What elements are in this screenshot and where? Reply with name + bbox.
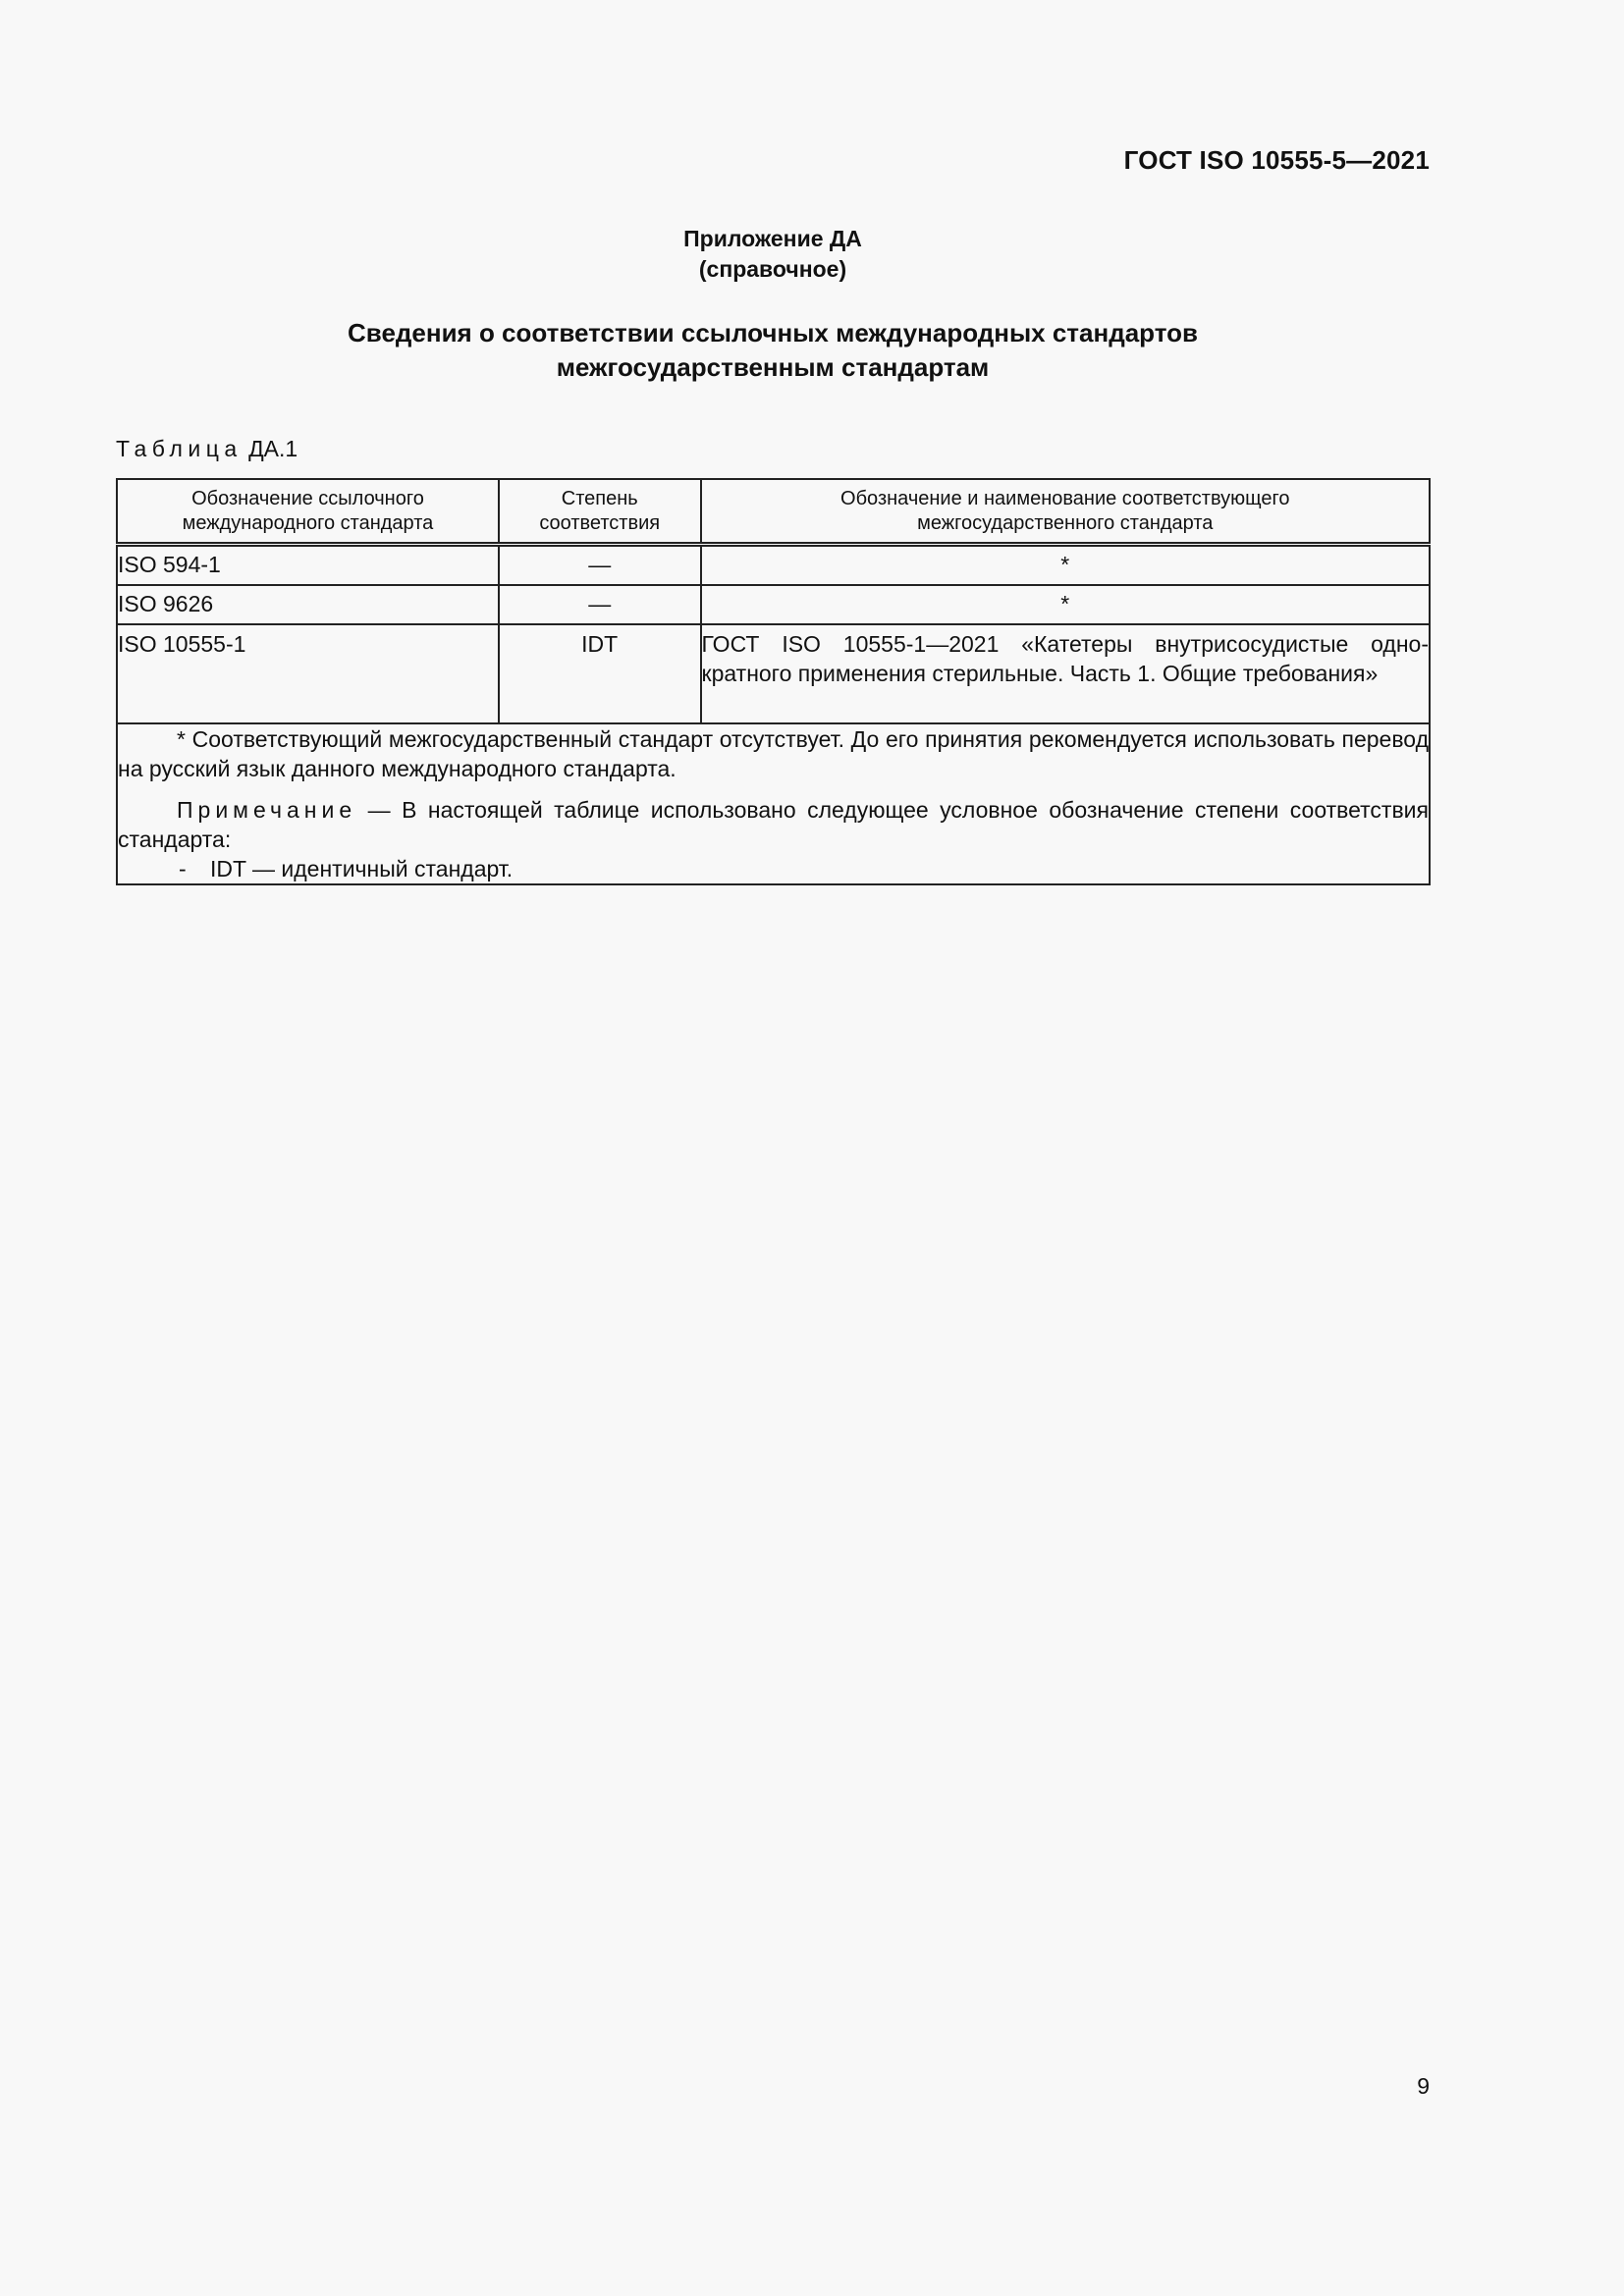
table-footnote: * Соответствующий межгосударственный стандарт отсутствует. До его принятия рекомендуется использовать перевод на русский язык данного международного стандарта. (118, 726, 1429, 781)
header-ref-standard-line2: международного стандарта (182, 511, 434, 534)
table-note (118, 795, 1429, 854)
annex-title-line2: межгосударственным стандартам (556, 352, 990, 382)
annex-title-line1: Сведения о соответствии ссылочных международных стандартов (348, 318, 1198, 347)
header-ref-standard-line1: Обозначение ссылочного (191, 487, 424, 509)
table-row (117, 545, 1430, 586)
cell-national-standard: ГОСТ ISO 10555-1—2021 «Катетеры внутрисосудистые однократного применения стерильные. Часть 1. Общие требования» (701, 624, 1430, 723)
cell-national-standard: * (701, 545, 1430, 586)
cell-ref-standard: ISO 9626 (117, 585, 499, 624)
header-national-standard (701, 479, 1430, 545)
header-degree-line2: соответствия (539, 511, 661, 534)
header-ref-standard (117, 479, 499, 545)
annex-heading (0, 224, 1545, 285)
table-caption (116, 436, 298, 462)
cell-degree: — (499, 585, 701, 624)
annex-name: Приложение ДА (683, 226, 862, 251)
table-caption-word: Таблица (116, 436, 243, 461)
note-text: — В настоящей таблице использовано следующее условное обозначение степени соответствия стандарта: (118, 797, 1429, 852)
note-list-item (177, 854, 1429, 883)
annex-title (0, 316, 1545, 385)
table-row (117, 585, 1430, 624)
table-notes-row (117, 723, 1430, 884)
header-degree (499, 479, 701, 545)
correspondence-table (116, 478, 1431, 885)
annex-type: (справочное) (698, 256, 847, 282)
cell-degree: — (499, 545, 701, 586)
header-degree-line1: Степень (561, 487, 638, 509)
header-national-standard-line1: Обозначение и наименование соответствующего (840, 487, 1290, 509)
cell-ref-standard: ISO 594-1 (117, 545, 499, 586)
table-row (117, 624, 1430, 723)
document-code: ГОСТ ISO 10555-5—2021 (1123, 145, 1430, 175)
table-header-row (117, 479, 1430, 545)
page-number: 9 (1417, 2073, 1430, 2099)
header-national-standard-line2: межгосударственного стандарта (917, 511, 1214, 534)
cell-national-standard: * (701, 585, 1430, 624)
table-caption-id: ДА.1 (248, 436, 298, 461)
cell-degree: IDT (499, 624, 701, 723)
table-notes-cell (117, 723, 1430, 884)
note-list-marker: - (179, 856, 187, 881)
cell-ref-standard: ISO 10555-1 (117, 624, 499, 723)
note-label: Примечание (177, 797, 357, 823)
note-list-text: IDT — идентичный стандарт. (210, 856, 514, 881)
